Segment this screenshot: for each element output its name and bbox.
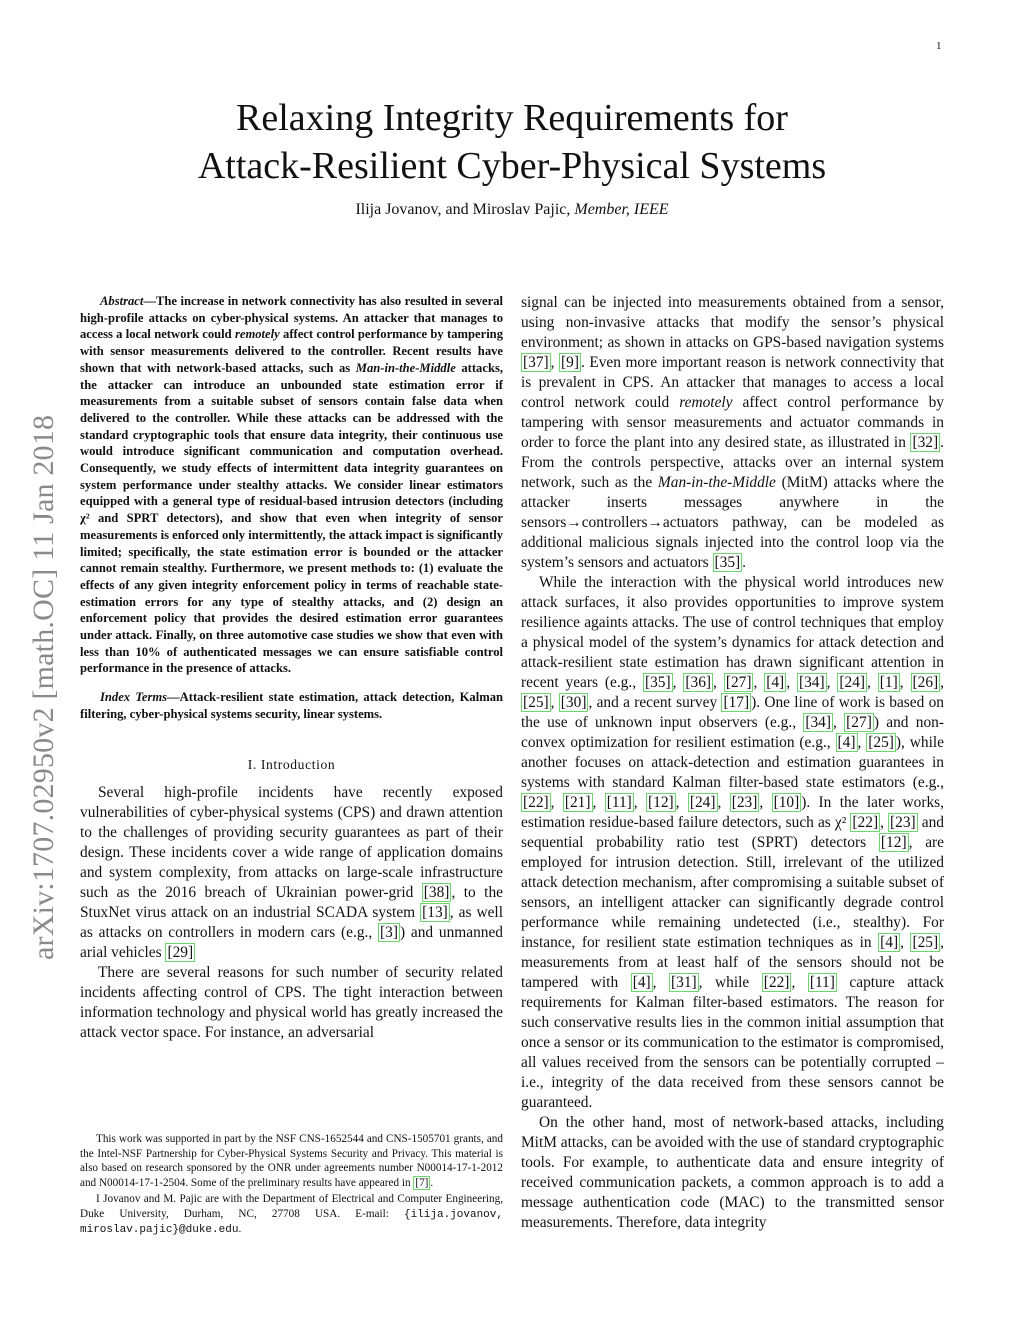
intro-p1-text-b: , to the StuxNet virus attack on an industrial SCADA system — [80, 883, 503, 921]
citation-link[interactable]: [4] — [880, 934, 899, 951]
citation-link[interactable]: [34] — [798, 674, 825, 691]
page-number: 1 — [936, 40, 942, 52]
citation-link[interactable]: [12] — [648, 794, 674, 811]
citation-link[interactable]: [10] — [773, 794, 800, 811]
citation-link[interactable]: [35] — [714, 554, 741, 571]
separator: , — [759, 794, 772, 811]
separator: , — [550, 354, 560, 371]
intro-paragraph-1 — [80, 783, 503, 963]
citation-link[interactable]: [4] — [632, 974, 651, 991]
citation-link[interactable]: [24] — [689, 794, 716, 811]
separator: , — [633, 794, 646, 811]
citation-link[interactable]: [31] — [671, 974, 697, 991]
citation-link[interactable]: [7] — [415, 1176, 429, 1189]
right-p1-text-c: . Even more important reason is network connectivity that is prevalent in CPS. An attacker that manages to access a local control network could — [521, 354, 944, 411]
index-terms-dash: — — [167, 690, 180, 705]
footnotes — [80, 1132, 503, 1240]
right-p1-text-d: affect control performance by tampering with sensor measurements and actuator commands in order to force the plant into any desired state, as illustrated in — [521, 394, 945, 451]
citation-link[interactable]: [27] — [846, 714, 872, 731]
right-p2-text-h: and sequential probability ratio test (SPRT) detectors — [521, 814, 945, 851]
citation-link[interactable]: [22] — [523, 794, 549, 811]
separator: , — [900, 934, 911, 951]
citation-link[interactable]: [25] — [912, 934, 939, 951]
intro-paragraph-2: There are several reasons for such number of security related incidents affecting control of CPS. The tight interaction between information technology and physical world has greatly increased the attack vector space. For instance, an adversarial — [80, 963, 503, 1041]
right-p1-emphasis-remotely: remotely — [679, 394, 733, 411]
footnote-affiliation — [80, 1192, 503, 1238]
right-p2-text-f: ). In the later works, estimation residue-based failure detectors, such as — [521, 794, 945, 831]
citation-link[interactable]: [36] — [685, 674, 712, 691]
citation-link[interactable]: [23] — [890, 814, 916, 831]
abstract-text-1: The increase in network connectivity has also resulted in several high-profile attacks on cyber-physical systems. An attacker that manages to access a local network could — [80, 294, 503, 342]
separator: , — [550, 694, 559, 711]
intro-p1-text-a: Several high-profile incidents have recently exposed vulnerabilities of cyber-physical systems (CPS) and drawn attention to the challenges of providing security guarantees as part of their design. These incidents cover a wide range of application domains and system complexity, from attacks on large-scale infrastructure such as the 2016 breach of Ukrainian power-grid — [80, 783, 503, 901]
abstract-label: Abstract — [100, 294, 144, 308]
separator: , — [753, 674, 765, 691]
author-membership: Member, IEEE — [574, 201, 669, 218]
abstract-chi-squared: χ² — [80, 511, 90, 526]
citation-link[interactable]: [13] — [422, 903, 448, 921]
right-column — [521, 293, 944, 1233]
citation-link[interactable]: [12] — [880, 834, 907, 851]
right-p2-text-b: , and a recent survey — [588, 694, 722, 711]
citation-link[interactable]: [11] — [606, 794, 632, 811]
citation-link[interactable]: [11] — [809, 974, 835, 991]
paper-title-line-2: Attack-Resilient Cyber-Physical Systems — [197, 145, 827, 187]
right-p2-text-d: ) and non-convex optimization for resilient estimation (e.g., — [521, 714, 944, 751]
citation-link[interactable]: [34] — [805, 714, 832, 731]
right-p2-text-l: capture attack requirements for Kalman filter-based estimators. The reason for such conservative results lies in the common initial assumption that once a sensor or its communication to the estimator is compromised, all values received from the sensors can be potentially corrupted – i.e., integrity of the data received from these sensors cannot be guaranteed. — [521, 974, 944, 1111]
paper-title — [120, 94, 904, 190]
citation-link[interactable]: [25] — [523, 694, 549, 711]
abstract-emphasis-mitm: Man-in-the-Middle — [355, 360, 456, 375]
left-column — [80, 293, 503, 1043]
separator: , — [857, 734, 867, 751]
right-paragraph-2 — [521, 573, 944, 1113]
citation-link[interactable]: [25] — [868, 734, 894, 751]
citation-link[interactable]: [22] — [763, 974, 790, 991]
separator: , — [867, 674, 878, 691]
right-p2-text-c: ). One line of work is based on the use of unknown input observers (e.g., — [521, 694, 944, 731]
footnote-affiliation-text: I Jovanov and M. Pajic are with the Department of Electrical and Computer Engineering, Duke University, Durham, NC, 27708 USA. E-mail: — [80, 1193, 503, 1220]
citation-link[interactable]: [9] — [561, 354, 579, 371]
citation-link[interactable]: [23] — [731, 794, 758, 811]
right-p2-text-i: , are employed for intrusion detection. Still, irrelevant of the utilized attack detection mechanism, after compromising a suitable subset of sensors, an intelligent attacker can significantly degrade control performance while remaining undetected (i.e., stealthy). For instance, for resilient state estimation techniques as in — [521, 834, 945, 951]
citation-link[interactable]: [17] — [723, 694, 750, 711]
citation-link[interactable]: [26] — [912, 674, 939, 691]
citation-link[interactable]: [4] — [766, 674, 785, 691]
right-p2-text-a: While the interaction with the physical world introduces new attack surfaces, it also provides opportunities to improve system resilience againts attacks. The use of control techniques that employ a physical model of the system’s dynamics for attack detection and attack-resilient state estimation has drawn significant attention in recent years (e.g., — [521, 574, 944, 691]
separator: , — [652, 974, 670, 991]
citation-link[interactable]: [29] — [167, 943, 194, 961]
abstract-dash: — — [143, 294, 156, 308]
right-p2-text-k: , while — [698, 974, 762, 991]
citation-link[interactable]: [21] — [564, 794, 591, 811]
right-p1-text-e: . From the controls perspective, attacks over an internal system network, such as the — [521, 434, 944, 491]
citation-link[interactable]: [24] — [839, 674, 866, 691]
index-terms-label: Index Terms — [100, 690, 168, 705]
abstract-emphasis-remotely: remotely — [234, 327, 280, 342]
citation-link[interactable]: [35] — [644, 674, 671, 691]
index-terms — [80, 689, 503, 722]
citation-link[interactable]: [3] — [380, 923, 398, 941]
separator: , — [791, 974, 808, 991]
citation-link[interactable]: [22] — [852, 814, 879, 831]
intro-p1-text-c: , as well as attacks on controllers in modern cars (e.g., — [80, 903, 503, 941]
separator: , — [550, 794, 563, 811]
author-names: Ilija Jovanov, and Miroslav Pajic, — [355, 201, 571, 218]
right-p2-chi-squared: χ² — [834, 814, 847, 831]
citation-link[interactable]: [32] — [912, 434, 939, 451]
right-paragraph-3: On the other hand, most of network-based attacks, including MitM attacks, can be avoided with the use of standard cryptographic tools. For example, to authenticate data and ensure integrity of received communication packets, a common approach is to add a message authentication code (MAC) to the transmitted sensor measurements. Therefore, data integrity — [521, 1114, 944, 1231]
abstract-text-4: and SPRT detectors), and show that even when integrity of sensor measurements is enforced only intermittently, the attack impact is significantly limited; specifically, the state estimation error is bounded or the attacker cannot remain stealthy. Furthermore, we present methods to: (1) evaluate the effects of any given integrity enforcement policy in terms of reachable state-estimation errors for any type of stealthy attacks, and (2) design an enforcement policy that provides the desired estimation error guarantees under attack. Finally, on three automotive case studies we show that even with less than 10% of authenticated messages we can ensure satisfiable control performance in the presence of attacks. — [80, 511, 503, 676]
citation-link[interactable]: [27] — [725, 674, 752, 691]
paper-title-line-1: Relaxing Integrity Requirements for — [236, 97, 788, 139]
intro-p1-text-d: ) and unmanned arial vehicles — [80, 923, 503, 961]
citation-link[interactable]: [37] — [523, 354, 549, 371]
separator: , — [672, 674, 684, 691]
separator: , — [717, 794, 730, 811]
separator: , — [899, 674, 911, 691]
separator: , — [786, 674, 797, 691]
footnote-affiliation-end: . — [238, 1223, 242, 1235]
footnote-funding-text: This work was supported in part by the NSF CNS-1652544 and CNS-1505701 grants, and the Intel-NSF Partnership for Cyber-Physical Systems Security and Privacy. This material is also based on research sponsored by the ONR under agreements number N00014-17-1-2012 and N00014-17-1-2504. Some of the preliminary results have appeared in — [80, 1133, 503, 1189]
citation-link[interactable]: [38] — [423, 883, 450, 901]
separator: , — [713, 674, 724, 691]
right-p1-emphasis-mitm: Man-in-the-Middle — [657, 474, 776, 491]
footnote-funding-end: . — [430, 1176, 434, 1189]
section-heading-introduction: I. Introduction — [247, 756, 336, 772]
index-terms-text: Attack-resilient state estimation, attack detection, Kalman filtering, cyber-physical systems security, linear systems. — [80, 690, 503, 721]
arxiv-identifier-stamp[interactable]: arXiv:1707.02950v2 [math.OC] 11 Jan 2018 — [27, 414, 60, 960]
abstract-text-3: attacks, the attacker can introduce an unbounded state estimation error if measurements from a suitable subset of sensors contain false data when delivered to the controller. While these attacks can be addressed with the standard cryptographic tools that ensure data integrity, their continuous use would introduce significant communication and computation overhead. Consequently, we study effects of intermittent data integrity guarantees on system performance under stealthy attacks. We consider linear estimators equipped with a general type of residual-based intrusion detectors (including — [80, 360, 503, 509]
right-p2-text-j: , measurements from at least half of the sensors should not be tampered with — [521, 934, 944, 991]
separator: , — [880, 814, 889, 831]
right-p2-text-e: ), while another focuses on attack-detection and estimation guarantees in systems with standard Kalman filter-based state estimators (e.g., — [521, 734, 944, 791]
right-paragraph-1 — [521, 293, 944, 573]
abstract-text-2: affect control performance by tampering with sensor measurements delivered to the controller. Recent results have shown that with network-based attacks, such as — [80, 327, 503, 375]
separator: , — [833, 714, 845, 731]
right-p1-text-f: (MitM) attacks where the attacker inserts messages anywhere in the sensors→controllers→actuators pathway, can be modeled as additional malicious signals injected into the control loop via the system’s sensors and actuators — [521, 474, 944, 571]
author-line — [120, 199, 904, 221]
separator: , — [940, 674, 945, 691]
separator: , — [675, 794, 688, 811]
author-email[interactable]: {ilija.jovanov, miroslav.pajic}@duke.edu — [80, 1208, 503, 1236]
abstract — [80, 293, 503, 677]
footnote-funding — [80, 1132, 503, 1190]
citation-link[interactable]: [30] — [560, 694, 587, 711]
right-p1-text-g: . — [742, 554, 747, 571]
right-p1-text-a: signal can be injected into measurements obtained from a sensor, using non-invasive attacks that modify the sensor’s physical environment; as shown in attacks on GPS-based navigation systems — [521, 294, 944, 351]
separator: , — [826, 674, 838, 691]
separator: , — [592, 794, 605, 811]
citation-link[interactable]: [4] — [837, 734, 856, 751]
citation-link[interactable]: [1] — [879, 674, 898, 691]
